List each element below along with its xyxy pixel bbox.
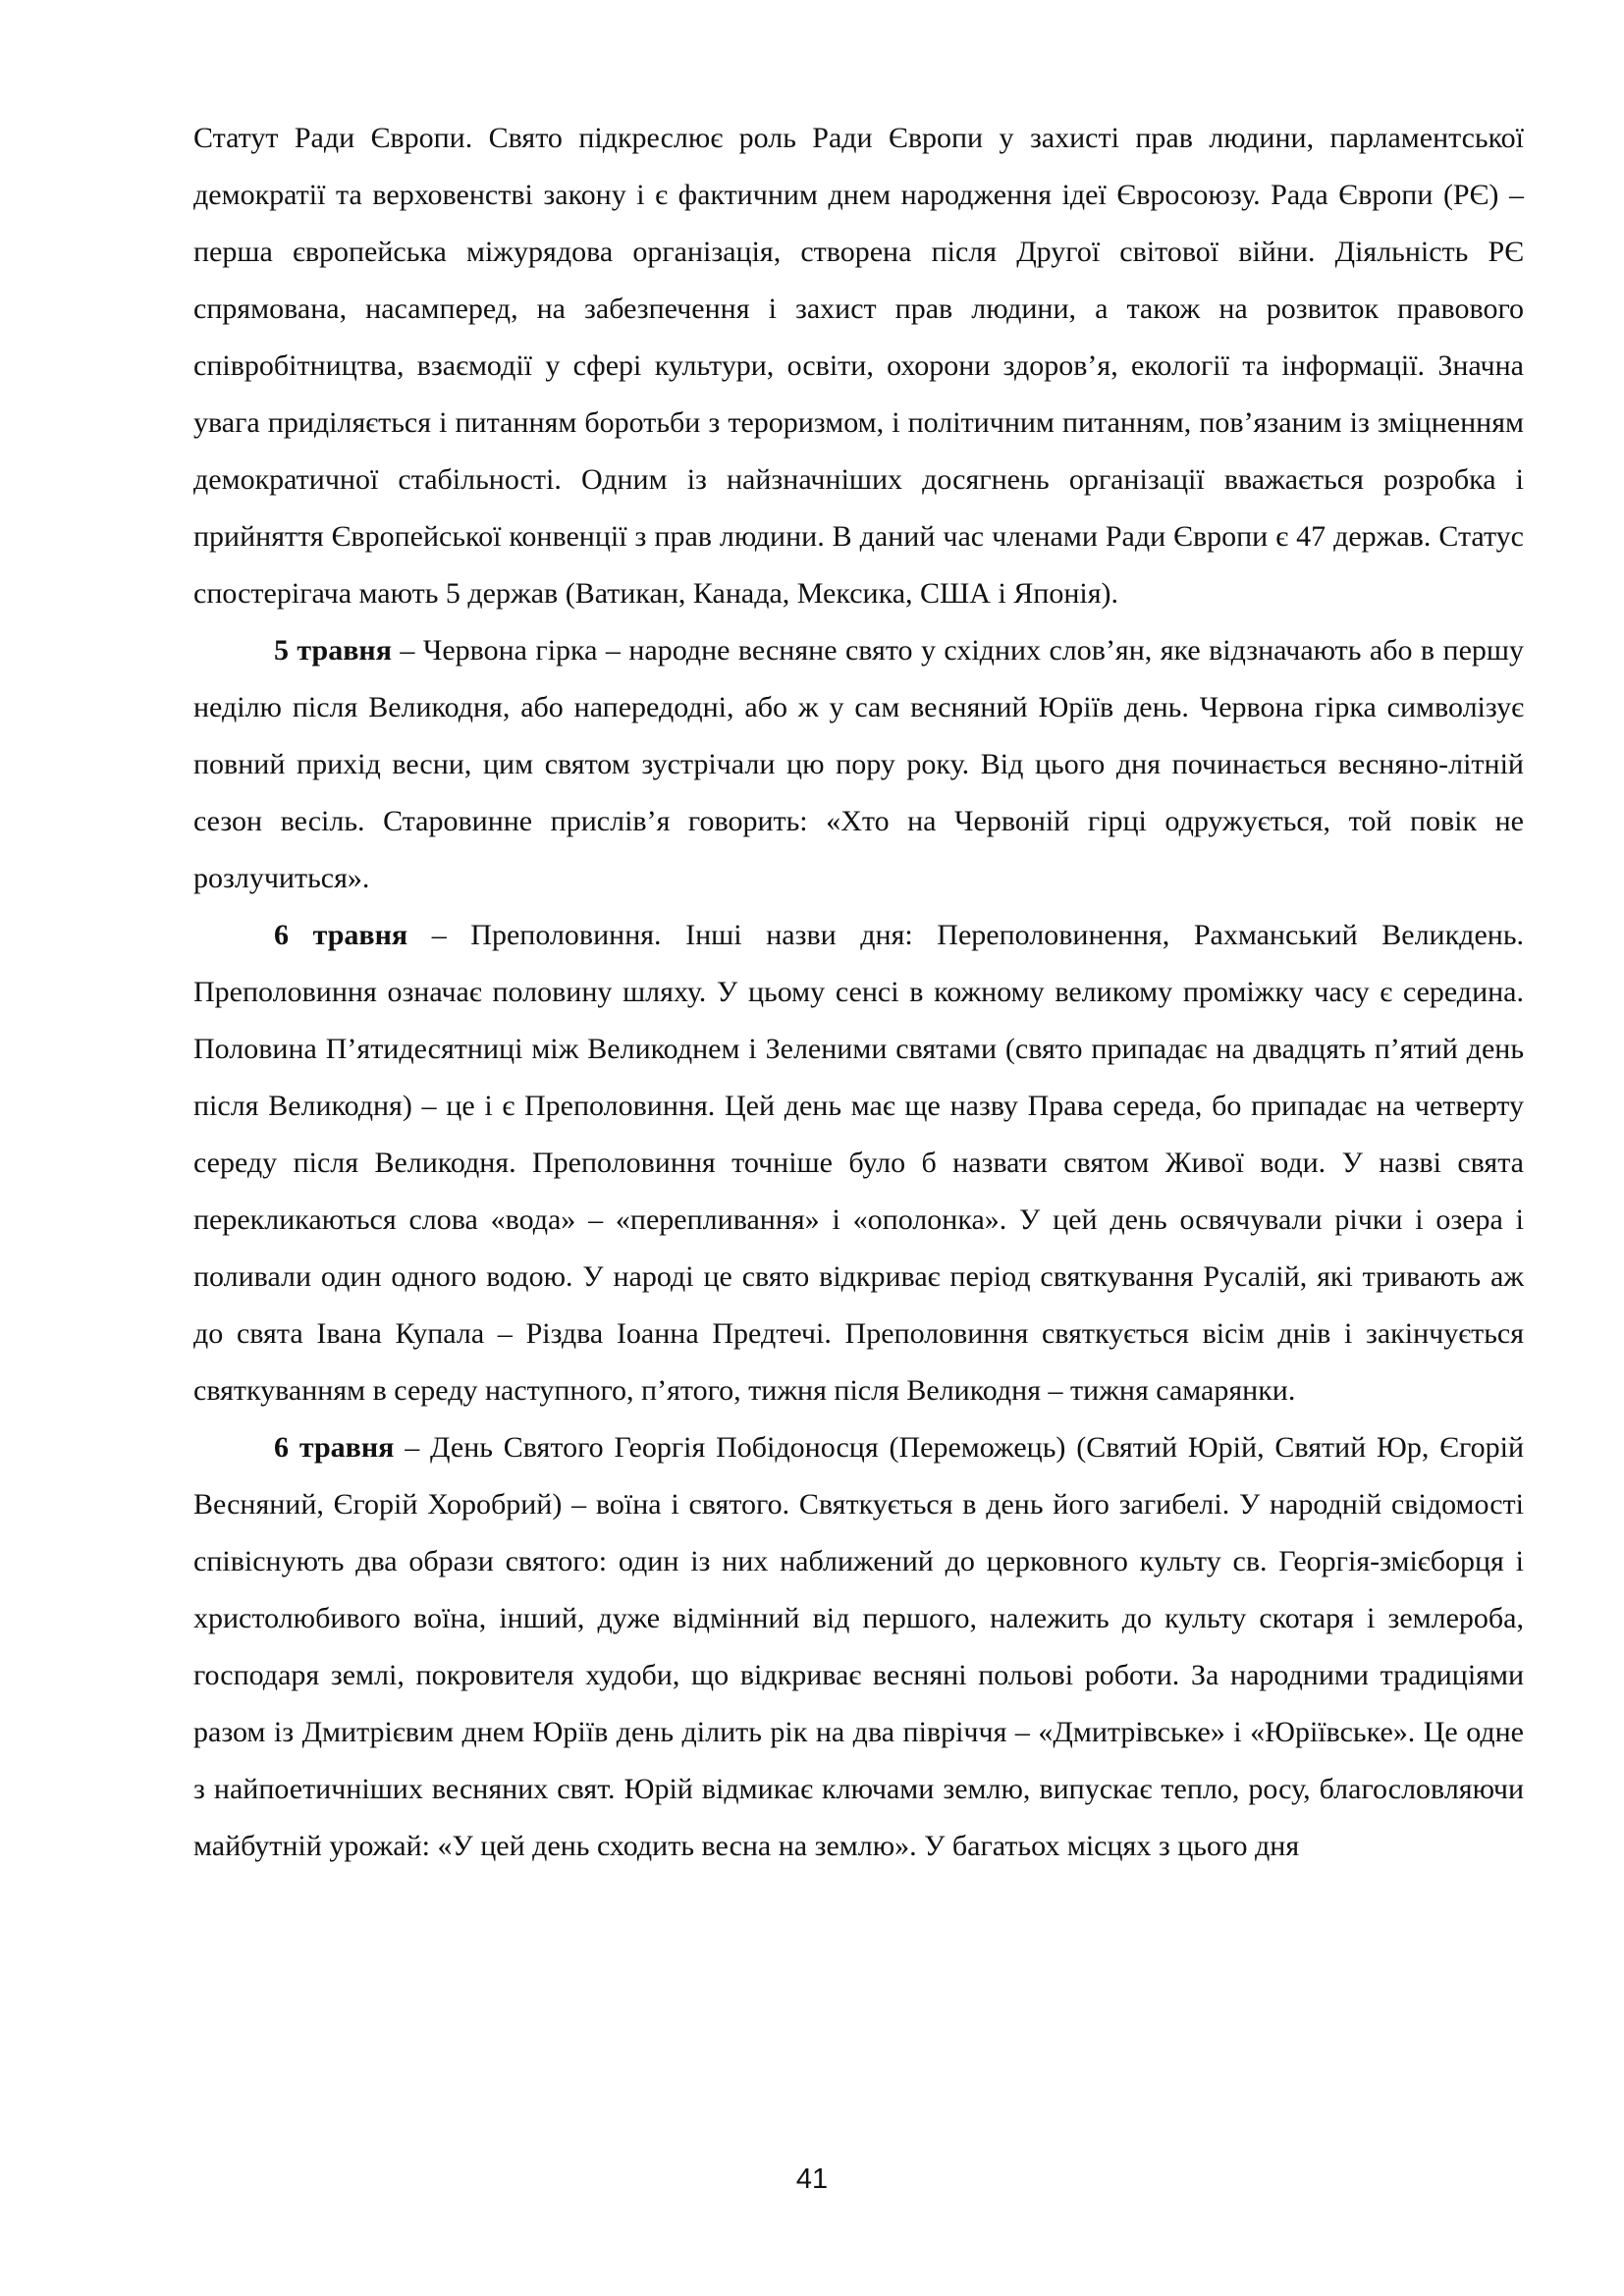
paragraph-council-of-europe (193, 110, 1524, 622)
paragraph-text: – Преполовиння. Інші назви дня: Переполовинення, Рахманський Великдень. Преполовиння означає половину шляху. У цьому сенсі в кожному великому проміжку часу є середина. Половина П’ятидесятниці між Великоднем і Зеленими святами (свято припадає на двадцять п’ятий день після Великодня) – це і є Преполовиння. Цей день має ще назву Права середа, бо припадає на четверту середу після Великодня. Преполовиння точніше було б назвати святом Живої води. У назві свята перекликаються слова «вода» – «перепливання» і «ополонка». У цей день освячували річки і озера і поливали один одного водою. У народі це свято відкриває період святкування Русалій, які тривають аж до свята Івана Купала – Різдва Іоанна Предтечі. Преполовиння святкується вісім днів і закінчується святкуванням в середу наступного, п’ятого, тижня після Великодня – тижня самарянки. (193, 919, 1524, 1407)
paragraph-text: – Червона гірка – народне весняне свято у східних слов’ян, яке відзначають або в першу неділю після Великодня, або напередодні, або ж у сам весняний Юріїв день. Червона гірка символізує повний прихід весни, цим святом зустрічали цю пору року. Від цього дня починається весняно-літній сезон весіль. Старовинне прислів’я говорить: «Хто на Червоній гірці одружується, той повік не розлучиться». (193, 634, 1524, 894)
paragraph-date: 5 травня (274, 634, 392, 667)
paragraph-may-6-prepolovinnya (193, 907, 1524, 1419)
paragraph-text: Статут Ради Європи. Свято підкреслює роль Ради Європи у захисті прав людини, парламентської демократії та верховенстві закону і є фактичним днем народження ідеї Євросоюзу. Рада Європи (РЄ) – перша європейська міжурядова організація, створена після Другої світової війни. Діяльність РЄ спрямована, насамперед, на забезпечення і захист прав людини, а також на розвиток правового співробітництва, взаємодії у сфері культури, освіти, охорони здоров’я, екології та інформації. Значна увага приділяється і питанням боротьби з тероризмом, і політичним питанням, пов’язаним із зміцненням демократичної стабільності. Одним із найзначніших досягнень організації вважається розробка і прийняття Європейської конвенції з прав людини. В даний час членами Ради Європи є 47 держав. Статус спостерігача мають 5 держав (Ватикан, Канада, Мексика, США і Японія). (193, 122, 1524, 610)
paragraph-may-6-st-george (193, 1419, 1524, 1875)
page-number: 41 (795, 2163, 829, 2195)
paragraph-text: – День Святого Георгія Побідоносця (Переможець) (Святий Юрій, Святий Юр, Єгорій Весняний, Єгорій Хоробрий) – воїна і святого. Святкується в день його загибелі. У народній свідомості співіснують два образи святого: один із них наближений до церковного культу св. Георгія-змієборця і христолюбивого воїна, інший, дуже відмінний від першого, належить до культу скотаря і землероба, господаря землі, покровителя худоби, що відкриває весняні польові роботи. За народними традиціями разом із Дмитрієвим днем Юріїв день ділить рік на два півріччя – «Дмитрівське» і «Юріївське». Це одне з найпоетичніших весняних свят. Юрій відмикає ключами землю, випускає тепло, росу, благословляючи майбутній урожай: «У цей день сходить весна на землю». У багатьох місцях з цього дня (193, 1431, 1524, 1862)
paragraph-date: 6 травня (274, 919, 408, 951)
paragraph-date: 6 травня (274, 1431, 395, 1464)
document-body (193, 110, 1524, 1875)
paragraph-may-5 (193, 622, 1524, 907)
